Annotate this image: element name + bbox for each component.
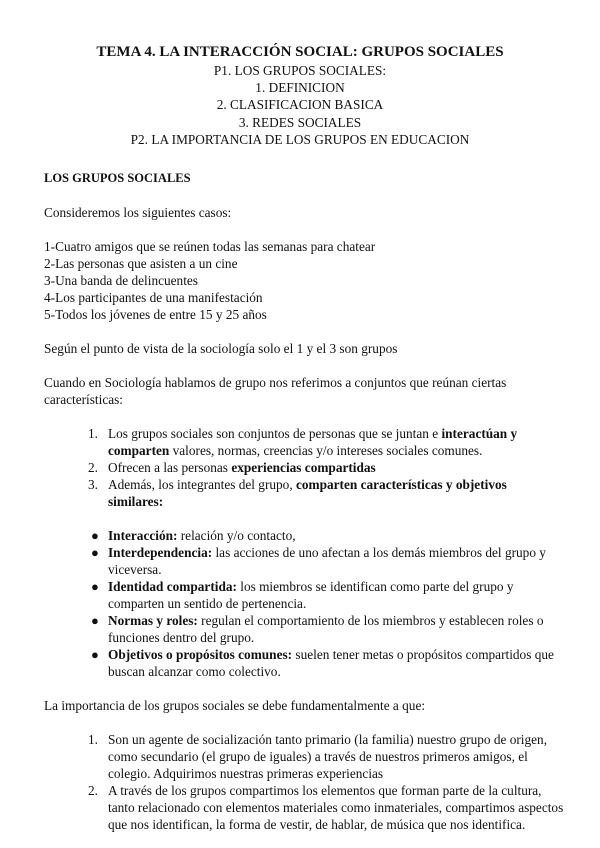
list-item: ● Normas y roles: regulan el comportamiento de los miembros y establecen roles o funciones dentro del grupo. [91,613,544,645]
viewpoint-text: Según el punto de vista de la sociología solo el 1 y el 3 son grupos [44,341,398,356]
list-item: 2. Ofrecen a las personas experiencias compartidas [88,460,376,475]
bullet-icon: ● [91,579,99,594]
list-item: ● Interdependencia: las acciones de uno afectan a los demás miembros del grupo y viceversa. [91,545,546,577]
characteristics-intro: Cuando en Sociología hablamos de grupo nos referimos a conjuntos que reúnan ciertas características: [44,375,507,407]
outline-line: P2. LA IMPORTANCIA DE LOS GRUPOS EN EDUCACION [130,131,470,147]
list-item: 1. Son un agente de socialización tanto primario (la familia) nuestro grupo de origen, como secundario (el grupo de iguales) a través de nuestros primeros amigos, el colegio. Adquirimos nuestras primeras experiencias [88,732,548,781]
document-header [0,42,600,148]
characteristics-list [44,425,564,510]
bullet-icon: ● [91,545,99,560]
list-item: 1. Los grupos sociales son conjuntos de personas que se juntan e interactúan y comparten valores, normas, creencias y/o intereses sociales comunes. [88,426,518,458]
importance-list [44,731,564,833]
outline-line: P1. LOS GRUPOS SOCIALES: [213,63,387,78]
list-item: 3. Además, los integrantes del grupo, comparten características y objetivos similares: [88,477,507,509]
document-body [44,170,564,833]
case-item: 1-Cuatro amigos que se reúnen todas las semanas para chatear [44,239,376,254]
importance-intro: La importancia de los grupos sociales se debe fundamentalmente a que: [44,698,426,713]
bullet-icon: ● [91,647,99,662]
case-item: 4-Los participantes de una manifestación [44,290,263,305]
bullet-icon: ● [91,613,99,628]
document-title: TEMA 4. LA INTERACCIÓN SOCIAL: GRUPOS SOCIALES [96,44,504,60]
intro-text: Consideremos los siguientes casos: [44,205,232,220]
list-item: ● Interacción: relación y/o contacto, [91,528,296,543]
case-item: 2-Las personas que asisten a un cine [44,256,238,271]
outline-line: 3. REDES SOCIALES [238,114,362,130]
list-item: 2. A través de los grupos compartimos los elementos que forman parte de la cultura, tanto relacionado con elementos materiales como inmateriales, compartimos aspectos que nos identifican, la forma de vestir, de hablar, de música que nos identifica. [88,783,564,832]
section-heading: LOS GRUPOS SOCIALES [44,171,191,185]
list-item: ● Identidad compartida: los miembros se identifican como parte del grupo y comparten un sentido de pertenencia. [91,579,514,611]
list-item: ● Objetivos o propósitos comunes: suelen tener metas o propósitos compartidos que buscan alcanzar como colectivo. [91,647,554,679]
bullet-icon: ● [91,528,99,543]
case-item: 5-Todos los jóvenes de entre 15 y 25 años [44,307,267,322]
outline-line: 1. DEFINICION [255,80,345,96]
case-item: 3-Una banda de delincuentes [44,273,198,288]
outline-line: 2. CLASIFICACION BASICA [216,97,384,113]
features-list [44,527,564,680]
